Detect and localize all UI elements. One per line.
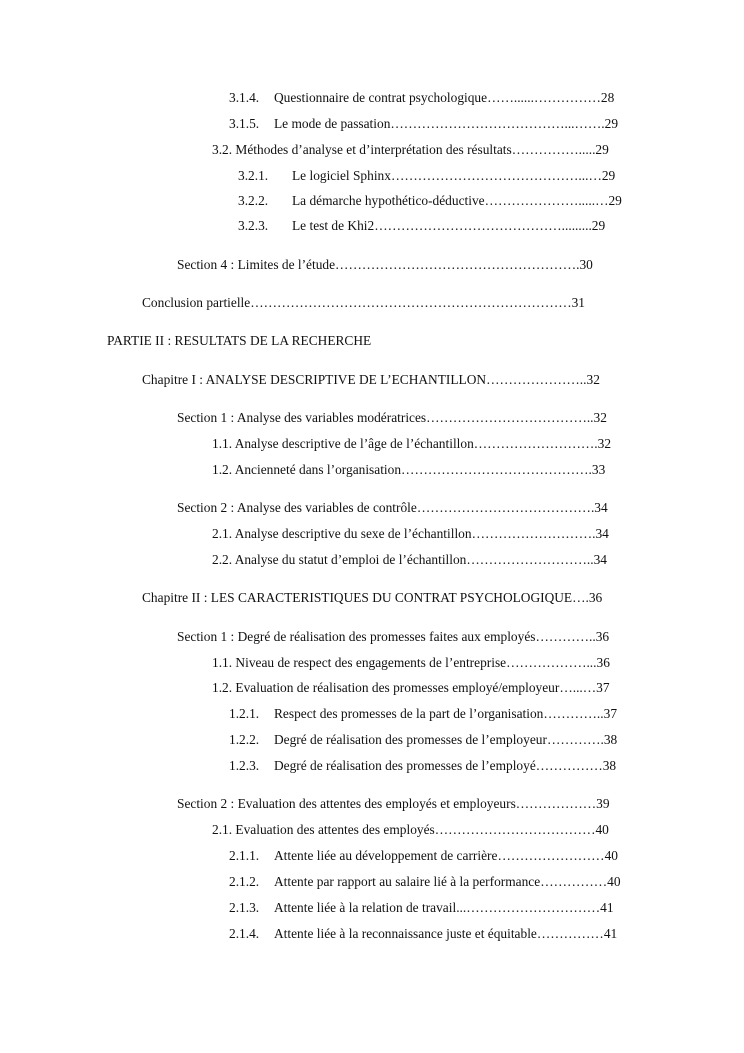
dot-leader: ………………...: [506, 655, 597, 670]
toc-entry-section-2: [177, 500, 608, 516]
entry-number: 1.2.2.: [229, 732, 260, 747]
page-number: 39: [596, 796, 610, 811]
page-number: 37: [596, 680, 610, 695]
dot-leader: …………….....: [511, 142, 596, 157]
entry-text: Chapitre II : LES CARACTERISTIQUES DU CONTRAT PSYCHOLOGIQUE: [142, 590, 573, 605]
toc-entry-conclusion: [142, 295, 585, 311]
entry-text: Chapitre I : ANALYSE DESCRIPTIVE DE L’ECHANTILLON: [142, 372, 487, 387]
entry-number: 3.2.2.: [238, 193, 269, 208]
entry-number: 3.1.5.: [229, 116, 260, 131]
page-number: 32: [593, 410, 607, 425]
dot-leader: ……………………….: [473, 436, 598, 451]
entry-text: 1.1. Analyse descriptive de l’âge de l’échantillon: [212, 436, 474, 451]
toc-entry-1-1: [212, 436, 611, 452]
toc-entry-3-2-1: [238, 168, 615, 184]
dot-leader: ………………………………….: [416, 500, 595, 515]
toc-entry-2-2: [212, 552, 607, 568]
toc-entry-section-1: [177, 410, 607, 426]
page-number: 41: [603, 926, 618, 941]
entry-text: 2.2. Analyse du statut d’emploi de l’échantillon: [212, 552, 467, 567]
toc-entry-2-1-4: [229, 926, 617, 942]
entry-text: PARTIE II : RESULTATS DE LA RECHERCHE: [107, 333, 372, 348]
dot-leader: ……......……………: [487, 90, 601, 105]
entry-label: Attente liée au développement de carrière: [274, 848, 498, 863]
toc-entry-section-4: [177, 257, 593, 273]
dot-leader: ……………………: [497, 848, 605, 863]
entry-number: 2.1.3.: [229, 900, 260, 915]
entry-label: Attente liée à la relation de travail: [274, 900, 457, 915]
dot-leader: ………………………………………………………………: [250, 295, 572, 310]
entry-label: Le test de Khi2: [292, 218, 375, 233]
dot-leader: ………………………..: [466, 552, 594, 567]
page-number: 32: [586, 372, 600, 387]
entry-text: Section 1 : Degré de réalisation des promesses faites aux employés: [177, 629, 536, 644]
entry-label: Respect des promesses de la part de l’organisation: [274, 706, 544, 721]
page-number: 29: [595, 142, 609, 157]
entry-label: Degré de réalisation des promesses de l’employé: [274, 758, 536, 773]
entry-text: 1.2. Evaluation de réalisation des promesses employé/employeur: [212, 680, 560, 695]
page-number: 31: [571, 295, 585, 310]
entry-label: Attente par rapport au salaire lié à la performance: [274, 874, 541, 889]
dot-leader: ……………: [536, 926, 604, 941]
page-number: 38: [603, 732, 618, 747]
dot-leader: …………………………………….: [401, 462, 592, 477]
dot-leader: ….: [572, 590, 589, 605]
entry-number: 2.1.1.: [229, 848, 260, 863]
dot-leader: ……………………….: [471, 526, 596, 541]
toc-entry-ch2-section-2: [177, 796, 610, 812]
entry-label: Le mode de passation: [274, 116, 391, 131]
entry-text: 2.1. Analyse descriptive du sexe de l’échantillon: [212, 526, 472, 541]
dot-leader: ……………………………………...…: [390, 168, 602, 183]
toc-entry-ch2-2-1: [212, 822, 609, 838]
entry-text: Section 4 : Limites de l’étude: [177, 257, 336, 272]
toc-entry-ch2-1-2: [212, 680, 610, 696]
entry-number: 3.2.1.: [238, 168, 269, 183]
page-number: 36: [588, 590, 603, 605]
entry-text: 1.2. Ancienneté dans l’organisation: [212, 462, 402, 477]
toc-entry-3-2-3: [238, 218, 605, 234]
entry-text: Section 1 : Analyse des variables modératrices: [177, 410, 427, 425]
toc-entry-3-2-2: [238, 193, 622, 209]
entry-text: Section 2 : Analyse des variables de contrôle: [177, 500, 417, 515]
dot-leader: ………………….....…: [484, 193, 609, 208]
toc-entry-chapitre-2: [142, 590, 602, 606]
toc-entry-3-1-4: [229, 90, 614, 106]
toc-entry-2-1-1: [229, 848, 618, 864]
entry-label: Attente liée à la reconnaissance juste et équitable: [274, 926, 537, 941]
toc-entry-3-1-5: [229, 116, 618, 132]
entry-text: 3.2. Méthodes d’analyse et d’interprétation des résultats: [212, 142, 512, 157]
toc-entry-1-2-2: [229, 732, 617, 748]
dot-leader: …...…: [559, 680, 597, 695]
entry-number: 3.1.4.: [229, 90, 260, 105]
dot-leader: ...…………………………: [456, 900, 601, 915]
page-number: 29: [604, 116, 619, 131]
entry-number: 3.2.3.: [238, 218, 269, 233]
toc-entry-chapitre-1: [142, 372, 600, 388]
toc-entry-1-2-3: [229, 758, 616, 774]
page-number: 29: [601, 168, 616, 183]
page-number: 41: [600, 900, 614, 915]
toc-entry-1-2-1: [229, 706, 617, 722]
page-number: 38: [602, 758, 617, 773]
toc-entry-2-1-2: [229, 874, 621, 890]
page-number: 30: [579, 257, 593, 272]
toc-entry-2-1-3: [229, 900, 614, 916]
dot-leader: ………………: [515, 796, 597, 811]
page-number: 34: [595, 526, 609, 541]
entry-number: 2.1.4.: [229, 926, 260, 941]
page-number: 29: [608, 193, 622, 208]
dot-leader: ………………………………..: [426, 410, 594, 425]
page-number: 29: [591, 218, 606, 233]
entry-text: 1.1. Niveau de respect des engagements de l’entreprise: [212, 655, 507, 670]
entry-text: 2.1. Evaluation des attentes des employés: [212, 822, 435, 837]
dot-leader: …………………………………….........: [374, 218, 592, 233]
entry-number: 1.2.1.: [229, 706, 260, 721]
toc-entry-ch2-section-1: [177, 629, 609, 645]
entry-label: Le logiciel Sphinx: [292, 168, 391, 183]
dot-leader: ……………: [540, 874, 608, 889]
entry-text: Conclusion partielle: [142, 295, 251, 310]
page-number: 34: [593, 552, 607, 567]
toc-entry-3-2: [212, 142, 609, 158]
dot-leader: …………..: [543, 706, 604, 721]
dot-leader: ……………: [535, 758, 603, 773]
toc-entry-ch2-1-1: [212, 655, 610, 671]
entry-label: La démarche hypothético-déductive: [292, 193, 485, 208]
page-number: 36: [596, 655, 610, 670]
dot-leader: ………………………………: [434, 822, 596, 837]
toc-entry-1-2: [212, 462, 605, 478]
dot-leader: ………….: [546, 732, 604, 747]
dot-leader: …………………………………...…….: [390, 116, 605, 131]
dot-leader: ……………………………………………….: [335, 257, 580, 272]
page-number: 37: [603, 706, 618, 721]
entry-label: Degré de réalisation des promesses de l’employeur: [274, 732, 547, 747]
page-number: 40: [595, 822, 609, 837]
dot-leader: …………………..: [486, 372, 587, 387]
toc-entry-partie-2: [107, 333, 371, 349]
dot-leader: …………..: [535, 629, 596, 644]
entry-label: Questionnaire de contrat psychologique: [274, 90, 488, 105]
page-number: 33: [591, 462, 606, 477]
entry-number: 1.2.3.: [229, 758, 260, 773]
entry-text: Section 2 : Evaluation des attentes des employés et employeurs: [177, 796, 516, 811]
page-number: 32: [597, 436, 612, 451]
page-number: 28: [600, 90, 615, 105]
entry-number: 2.1.2.: [229, 874, 260, 889]
page-number: 40: [607, 874, 621, 889]
page-number: 36: [595, 629, 610, 644]
page-number: 34: [594, 500, 608, 515]
toc-entry-2-1: [212, 526, 609, 542]
page-number: 40: [604, 848, 618, 863]
